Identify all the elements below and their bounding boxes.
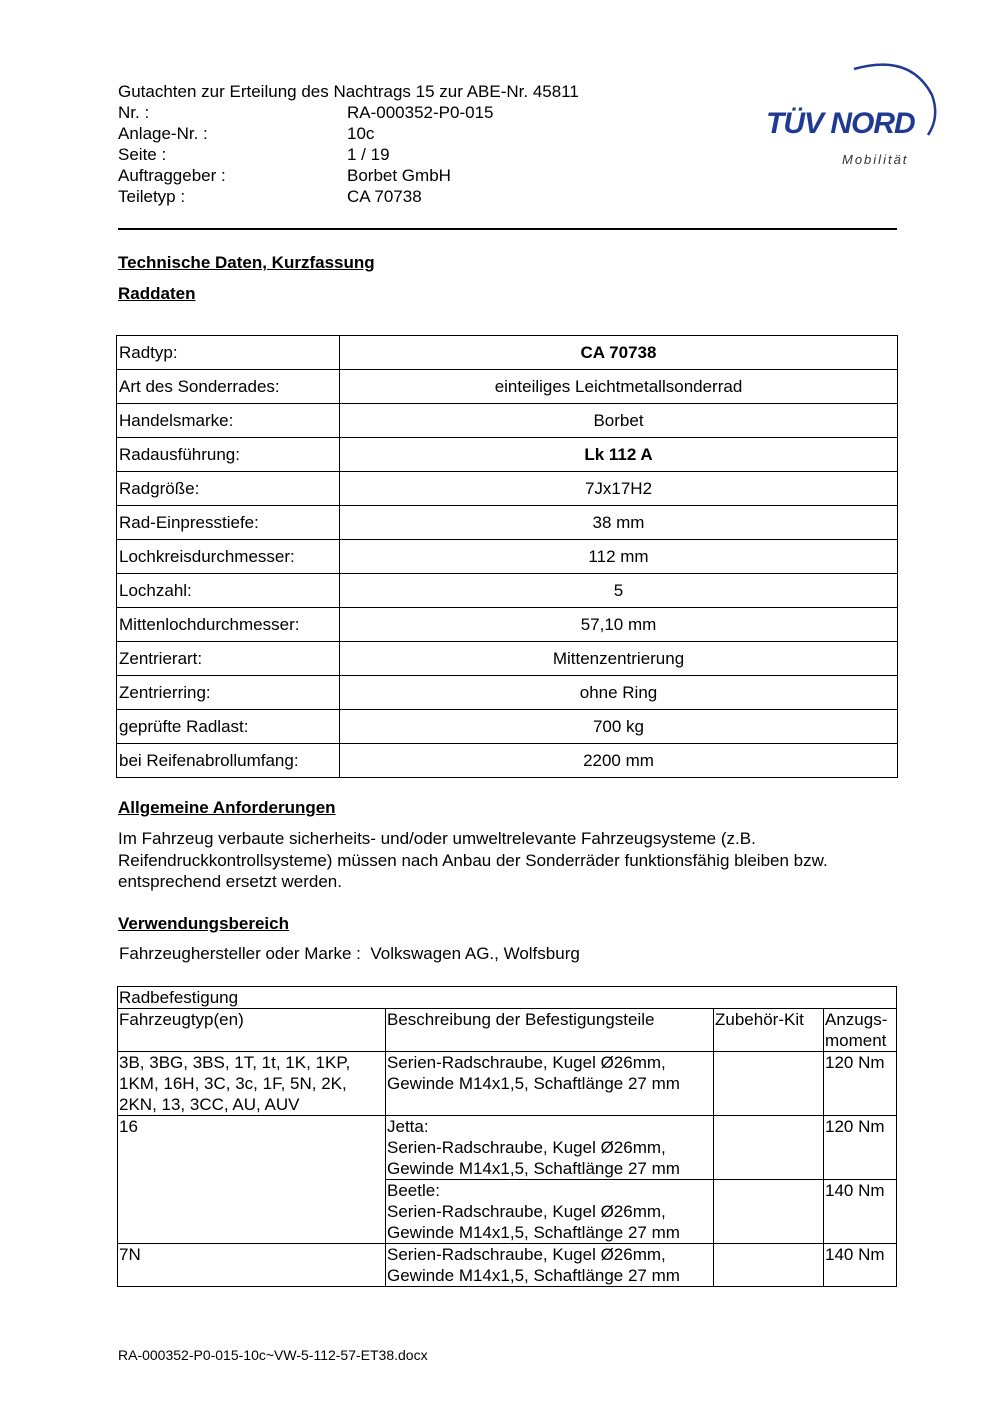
hersteller-label: Fahrzeughersteller oder Marke : — [119, 944, 361, 963]
row-label: Radausführung: — [117, 438, 340, 472]
cell-fahrzeugtyp: 16 — [118, 1116, 386, 1244]
cell-kit — [714, 1180, 824, 1244]
header-label: Seite : — [118, 145, 167, 164]
anforderungen-heading: Allgemeine Anforderungen — [118, 798, 336, 817]
header-value: Borbet GmbH — [347, 166, 451, 185]
table-row — [117, 472, 898, 506]
table-row — [117, 608, 898, 642]
table-row — [117, 404, 898, 438]
logo-subtitle: Mobilität — [842, 152, 909, 167]
cell-moment: 120 Nm — [824, 1052, 897, 1116]
header-label: Teiletyp : — [118, 187, 186, 206]
raddaten-heading: Raddaten — [118, 284, 196, 303]
cell-beschreibung: Serien-Radschraube, Kugel Ø26mm, Gewinde M14x1,5, Schaftlänge 27 mm — [386, 1052, 714, 1116]
row-label: Radgröße: — [117, 472, 340, 506]
table-row — [118, 987, 897, 1009]
section-title: Technische Daten, Kurzfassung — [118, 253, 375, 272]
table-row — [117, 744, 898, 778]
header-value: 10c — [347, 124, 375, 143]
header-field-teiletyp — [118, 186, 422, 207]
table-row — [117, 336, 898, 370]
column-header: Beschreibung der Befestigungsteile — [386, 1009, 714, 1052]
row-value: CA 70738 — [340, 336, 898, 370]
row-value: einteiliges Leichtmetallsonderrad — [340, 370, 898, 404]
header-label: Anlage-Nr. : — [118, 124, 208, 143]
row-label: Rad-Einpresstiefe: — [117, 506, 340, 540]
footer-filename: RA-000352-P0-015-10c~VW-5-112-57-ET38.docx — [118, 1347, 428, 1363]
table-row — [118, 1244, 897, 1287]
row-value: 2200 mm — [340, 744, 898, 778]
document-title: Gutachten zur Erteilung des Nachtrags 15 zur ABE-Nr. 45811 — [118, 82, 579, 101]
befestigung-table — [117, 986, 897, 1287]
cell-kit — [714, 1244, 824, 1287]
row-label: bei Reifenabrollumfang: — [117, 744, 340, 778]
befestigung-title: Radbefestigung — [118, 987, 897, 1009]
header-value: 1 / 19 — [347, 145, 390, 164]
table-row — [118, 1052, 897, 1116]
table-header-row — [118, 1009, 897, 1052]
row-label: Art des Sonderrades: — [117, 370, 340, 404]
row-label: Mittenlochdurchmesser: — [117, 608, 340, 642]
cell-beschreibung: Serien-Radschraube, Kugel Ø26mm, Gewinde M14x1,5, Schaftlänge 27 mm — [386, 1244, 714, 1287]
header-field-seite — [118, 144, 390, 165]
table-row — [117, 438, 898, 472]
header-label: Nr. : — [118, 103, 150, 122]
hersteller-line — [119, 943, 909, 965]
table-row — [117, 540, 898, 574]
header-value: RA-000352-P0-015 — [347, 103, 494, 122]
row-value: Mittenzentrierung — [340, 642, 898, 676]
table-row — [117, 710, 898, 744]
header-field-nr — [118, 102, 493, 123]
row-label: Lochkreisdurchmesser: — [117, 540, 340, 574]
column-header: Anzugs- moment — [824, 1009, 897, 1052]
row-value: 38 mm — [340, 506, 898, 540]
column-header: Fahrzeugtyp(en) — [118, 1009, 386, 1052]
cell-kit — [714, 1052, 824, 1116]
cell-moment: 140 Nm — [824, 1180, 897, 1244]
header-value: CA 70738 — [347, 187, 422, 206]
row-value: 112 mm — [340, 540, 898, 574]
row-label: Zentrierring: — [117, 676, 340, 710]
row-value: 700 kg — [340, 710, 898, 744]
cell-kit — [714, 1116, 824, 1180]
anforderungen-text: Im Fahrzeug verbaute sicherheits- und/oder umweltrelevante Fahrzeugsysteme (z.B. Reifendruckkontrollsysteme) müssen nach Anbau der Sonderräder funktionsfähig bleiben bzw. entsprechend ersetzt werden. — [118, 829, 828, 891]
row-label: geprüfte Radlast: — [117, 710, 340, 744]
column-header: Zubehör-Kit — [714, 1009, 824, 1052]
row-value: 7Jx17H2 — [340, 472, 898, 506]
row-value: 5 — [340, 574, 898, 608]
cell-moment: 140 Nm — [824, 1244, 897, 1287]
row-label: Lochzahl: — [117, 574, 340, 608]
row-value: Borbet — [340, 404, 898, 438]
row-label: Handelsmarke: — [117, 404, 340, 438]
cell-beschreibung: Beetle: Serien-Radschraube, Kugel Ø26mm, Gewinde M14x1,5, Schaftlänge 27 mm — [386, 1180, 714, 1244]
cell-fahrzeugtyp: 7N — [118, 1244, 386, 1287]
row-value: Lk 112 A — [340, 438, 898, 472]
header-field-auftraggeber — [118, 165, 451, 186]
header-field-anlage — [118, 123, 374, 144]
table-row — [117, 574, 898, 608]
cell-moment: 120 Nm — [824, 1116, 897, 1180]
table-row — [117, 370, 898, 404]
table-row — [117, 642, 898, 676]
table-row — [117, 676, 898, 710]
cell-beschreibung: Jetta: Serien-Radschraube, Kugel Ø26mm, Gewinde M14x1,5, Schaftlänge 27 mm — [386, 1116, 714, 1180]
cell-fahrzeugtyp: 3B, 3BG, 3BS, 1T, 1t, 1K, 1KP, 1KM, 16H, 3C, 3c, 1F, 5N, 2K, 2KN, 13, 3CC, AU, AUV — [118, 1052, 386, 1116]
raddaten-table — [116, 335, 898, 778]
row-label: Zentrierart: — [117, 642, 340, 676]
row-value: ohne Ring — [340, 676, 898, 710]
header-label: Auftraggeber : — [118, 166, 226, 185]
row-label: Radtyp: — [117, 336, 340, 370]
header-divider — [118, 228, 897, 230]
verwendung-heading: Verwendungsbereich — [118, 914, 289, 933]
table-row — [118, 1116, 897, 1180]
table-row — [117, 506, 898, 540]
logo: TÜV NORD — [766, 107, 915, 140]
hersteller-value: Volkswagen AG., Wolfsburg — [370, 944, 580, 963]
row-value: 57,10 mm — [340, 608, 898, 642]
